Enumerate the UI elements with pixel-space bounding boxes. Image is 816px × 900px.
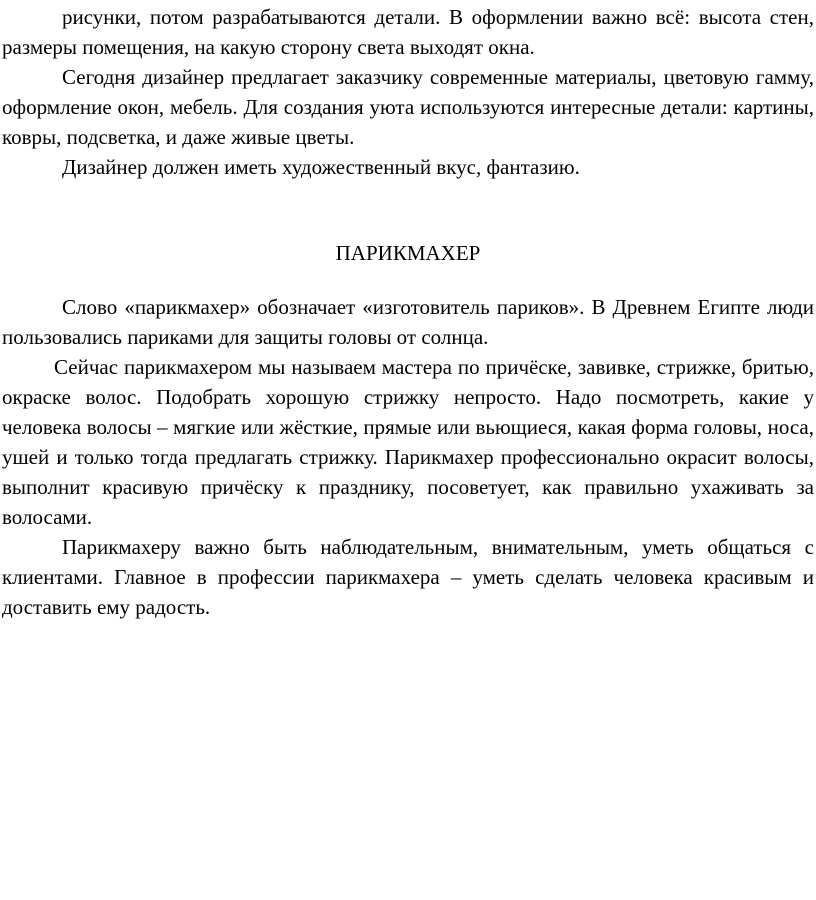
paragraph-designer-offers: Сегодня дизайнер предлагает заказчику современные материалы, цветовую гамму, оформление окон, мебель. Для создания уюта используются интересные детали: картины, ковры, подсветка, и даже живые цветы.: [2, 65, 814, 149]
paragraph-hairdresser-work: Сейчас парикмахером мы называем мастера по причёске, завивке, стрижке, бритью, окраске волос. Подобрать хорошую стрижку непросто. Надо посмотреть, какие у человека волосы – мягкие или жёсткие, прямые или вьющиеся, какая форма головы, носа, ушей и только тогда предлагать стрижку. Парикмахер профессионально окрасит волосы, выполнит красивую причёску к празднику, посоветует, как правильно ухаживать за волосами.: [2, 355, 814, 529]
paragraph-designer-taste: Дизайнер должен иметь художественный вкус, фантазию.: [62, 155, 580, 179]
paragraph-interior-details: рисунки, потом разрабатываются детали. В оформлении важно всё: высота стен, размеры помещения, на какую сторону света выходят окна.: [2, 5, 814, 59]
section-gap: [2, 182, 814, 238]
heading-gap: [2, 268, 814, 292]
paragraph-hairdresser-qualities: Парикмахеру важно быть наблюдательным, внимательным, уметь общаться с клиентами. Главное в профессии парикмахера – уметь сделать человека красивым и доставить ему радость.: [2, 535, 814, 619]
section-heading-hairdresser: ПАРИКМАХЕР: [335, 241, 481, 265]
paragraph-word-origin: Слово «парикмахер» обозначает «изготовитель париков». В Древнем Египте люди пользовались париками для защиты головы от солнца.: [2, 295, 814, 349]
